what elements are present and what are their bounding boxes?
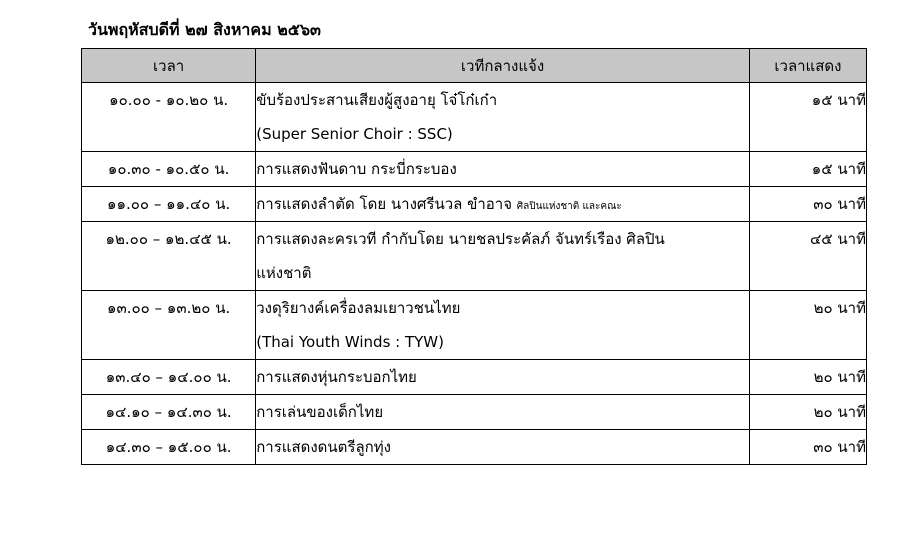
- performance-name-en: (Thai Youth Winds : TYW): [256, 333, 444, 351]
- time-cell: ๑๔.๓๐ – ๑๕.๐๐ น.: [82, 430, 256, 465]
- time-cell: ๑๓.๐๐ – ๑๓.๒๐ น.: [82, 291, 256, 360]
- duration-cell: ๒๐ นาที: [749, 395, 866, 430]
- performance-name-cont: แห่งชาติ: [256, 264, 312, 282]
- table-row: [82, 360, 867, 395]
- performance-name: การแสดงฟันดาบ กระบี่กระบอง: [256, 160, 457, 178]
- table-row: [82, 152, 867, 187]
- performer-note: ศิลปินแห่งชาติ และคณะ: [516, 201, 622, 212]
- table-row: [82, 430, 867, 465]
- performance-cell: [256, 430, 750, 465]
- duration-cell: ๓๐ นาที: [749, 430, 866, 465]
- time-cell: ๑๐.๓๐ - ๑๐.๕๐ น.: [82, 152, 256, 187]
- time-cell: ๑๓.๔๐ – ๑๔.๐๐ น.: [82, 360, 256, 395]
- duration-cell: ๔๕ นาที: [749, 222, 866, 291]
- performance-cell: [256, 222, 750, 291]
- performance-name: การแสดงลำตัด โดย นางศรีนวล ขำอาจ: [256, 195, 513, 213]
- duration-cell: ๒๐ นาที: [749, 291, 866, 360]
- table-row: [82, 83, 867, 152]
- table-row: [82, 395, 867, 430]
- duration-cell: ๑๕ นาที: [749, 152, 866, 187]
- performance-name: การเล่นของเด็กไทย: [256, 403, 384, 421]
- performance-cell: [256, 152, 750, 187]
- performance-cell: [256, 395, 750, 430]
- performance-cell: [256, 360, 750, 395]
- schedule-table: [81, 48, 867, 465]
- table-row: [82, 187, 867, 222]
- performance-cell: [256, 187, 750, 222]
- time-cell: ๑๑.๐๐ – ๑๑.๔๐ น.: [82, 187, 256, 222]
- table-row: [82, 222, 867, 291]
- header-stage: เวทีกลางแจ้ง: [256, 49, 750, 83]
- performance-name-en: (Super Senior Choir : SSC): [256, 125, 453, 143]
- table-row: [82, 291, 867, 360]
- duration-cell: ๑๕ นาที: [749, 83, 866, 152]
- performance-cell: [256, 83, 750, 152]
- duration-cell: ๒๐ นาที: [749, 360, 866, 395]
- performance-cell: [256, 291, 750, 360]
- time-cell: ๑๐.๐๐ - ๑๐.๒๐ น.: [82, 83, 256, 152]
- table-header-row: [82, 49, 867, 83]
- performance-name: การแสดงละครเวที กำกับโดย นายชลประคัลภ์ จันทร์เรือง ศิลปิน: [256, 230, 665, 248]
- duration-cell: ๓๐ นาที: [749, 187, 866, 222]
- header-time: เวลา: [82, 49, 256, 83]
- time-cell: ๑๒.๐๐ – ๑๒.๔๕ น.: [82, 222, 256, 291]
- time-cell: ๑๔.๑๐ – ๑๔.๓๐ น.: [82, 395, 256, 430]
- performance-name: วงดุริยางค์เครื่องลมเยาวชนไทย: [256, 299, 461, 317]
- performance-name: การแสดงดนตรีลูกทุ่ง: [256, 438, 391, 456]
- page-title: วันพฤหัสบดีที่ ๒๗ สิงหาคม ๒๕๖๓: [88, 20, 321, 39]
- performance-name: การแสดงหุ่นกระบอกไทย: [256, 368, 417, 386]
- performance-name: ขับร้องประสานเสียงผู้สูงอายุ โจ๋โก๋เก๋า: [256, 91, 498, 109]
- header-duration: เวลาแสดง: [749, 49, 866, 83]
